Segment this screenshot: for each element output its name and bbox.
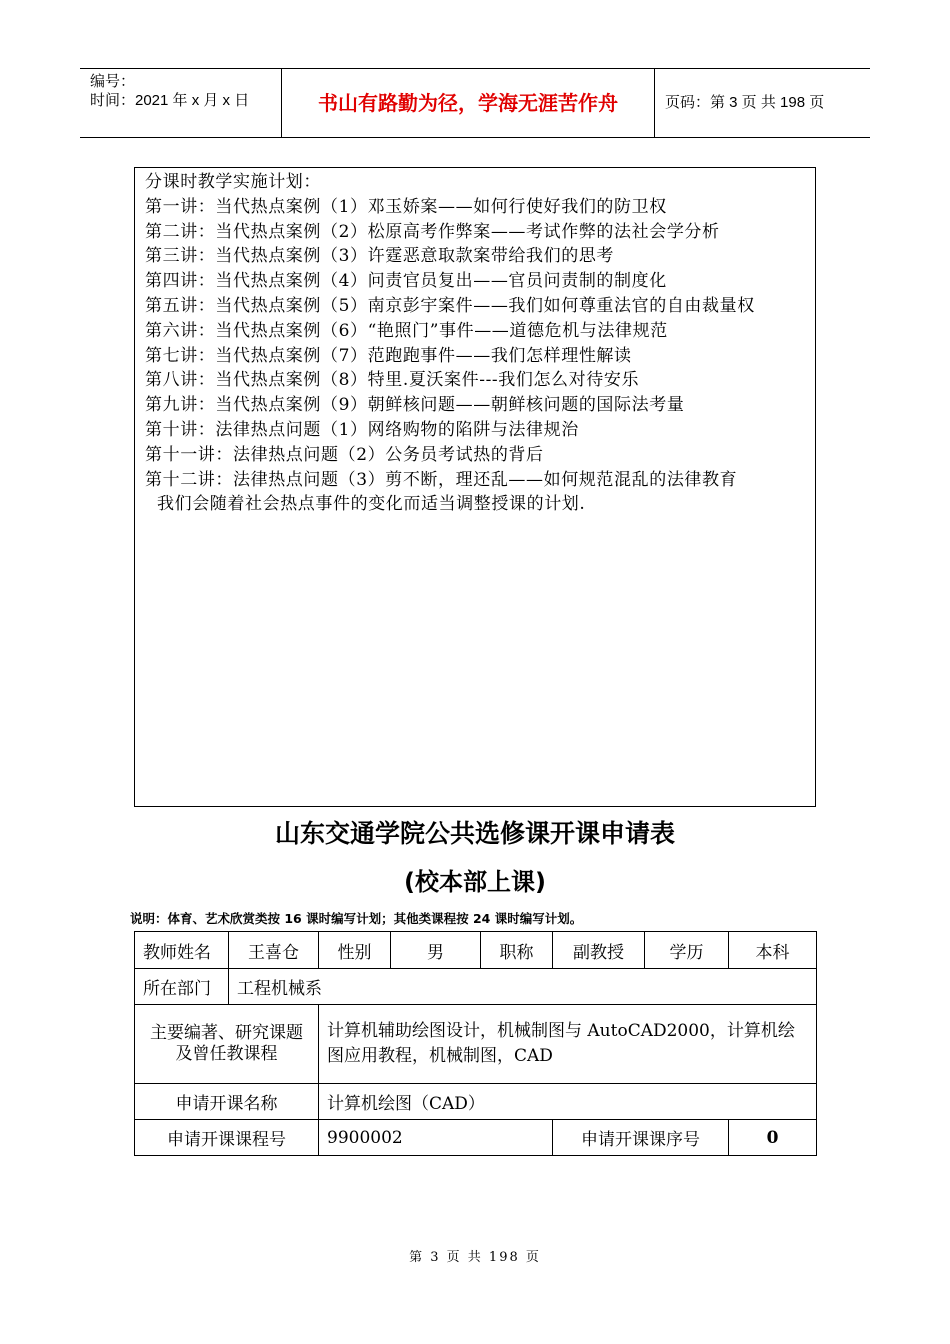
works-label — [135, 1005, 319, 1084]
doc-number-label: 编号： — [90, 73, 136, 90]
form-title: 山东交通学院公共选修课开课申请表 — [274, 819, 675, 848]
gender-value: 男 — [391, 932, 481, 969]
page-footer: 第 3 页 共 198 页 — [409, 1250, 541, 1265]
works-value: 计算机辅助绘图设计，机械制图与 AutoCAD2000，计算机绘图应用教程，机械制图，CAD — [319, 1005, 817, 1084]
course-name-label: 申请开课名称 — [135, 1084, 319, 1120]
course-sequence-label: 申请开课课序号 — [553, 1120, 729, 1156]
header-meta — [80, 69, 282, 137]
lecture-item: 第二讲：当代热点案例（2）松原高考作弊案——考试作弊的法社会学分析 — [145, 221, 720, 242]
course-number-value: 9900002 — [319, 1120, 553, 1156]
works-label-line: 主要编著、研究课题 — [150, 1023, 303, 1043]
plan-heading: 分课时教学实施计划： — [145, 172, 321, 192]
course-number-label: 申请开课课程号 — [135, 1120, 319, 1156]
lecture-item: 第七讲：当代热点案例（7）范跑跑事件——我们怎样理性解读 — [145, 345, 632, 366]
lecture-item: 第八讲：当代热点案例（8）特里.夏沃案件---我们怎么对待安乐 — [145, 370, 640, 391]
lecture-item: 第四讲：当代热点案例（4）问责官员复出——官员问责制的制度化 — [145, 271, 667, 292]
lecture-item: 第十二讲：法律热点问题（3）剪不断，理还乱——如何规范混乱的法律教育 — [145, 469, 738, 490]
lecture-item: 第十一讲：法律热点问题（2）公务员考试热的背后 — [145, 444, 544, 465]
course-sequence-value: 0 — [729, 1120, 817, 1156]
page-header — [80, 68, 870, 138]
lecture-item: 第一讲：当代热点案例（1）邓玉娇案——如何行使好我们的防卫权 — [145, 196, 667, 217]
lecture-item: 第三讲：当代热点案例（3）许霆恶意取款案带给我们的思考 — [145, 246, 615, 267]
form-row-course-name — [135, 1084, 817, 1120]
education-value: 本科 — [729, 932, 817, 969]
works-label-line: 及曾任教课程 — [175, 1044, 278, 1064]
form-row-works — [135, 1005, 817, 1084]
title-label: 职称 — [481, 932, 553, 969]
teacher-name-label: 教师姓名 — [135, 932, 229, 969]
form-row-teacher — [135, 932, 817, 969]
form-row-course-number — [135, 1120, 817, 1156]
course-name-value: 计算机绘图（CAD） — [319, 1084, 817, 1120]
lecture-item: 第十讲：法律热点问题（1）网络购物的陷阱与法律规治 — [145, 419, 579, 440]
lecture-item: 第五讲：当代热点案例（5）南京彭宇案件——我们如何尊重法官的自由裁量权 — [145, 295, 755, 316]
form-row-department — [135, 969, 817, 1005]
form-explanation: 说明：体育、艺术欣赏类按 16 课时编写计划；其他类课程按 24 课时编写计划。 — [130, 911, 583, 926]
department-value: 工程机械系 — [229, 969, 817, 1005]
gender-label: 性别 — [319, 932, 391, 969]
teacher-name-value: 王喜仓 — [229, 932, 319, 969]
application-form-table — [134, 931, 817, 1156]
education-label: 学历 — [645, 932, 729, 969]
form-subtitle: (校本部上课) — [404, 868, 546, 896]
doc-time-label: 时间：2021 年 x 月 x 日 — [90, 92, 250, 109]
title-value: 副教授 — [553, 932, 645, 969]
lecture-item: 第九讲：当代热点案例（9）朝鲜核问题——朝鲜核问题的国际法考量 — [145, 395, 685, 416]
teaching-plan-box — [134, 167, 816, 807]
header-page-number: 页码：第 3 页 共 198 页 — [665, 94, 825, 111]
lecture-item: 第六讲：当代热点案例（6）“艳照门”事件——道德危机与法律规范 — [145, 320, 668, 341]
department-label: 所在部门 — [135, 969, 229, 1005]
plan-note: 我们会随着社会热点事件的变化而适当调整授课的计划. — [157, 494, 586, 515]
header-motto: 书山有路勤为径，学海无涯苦作舟 — [282, 69, 655, 137]
